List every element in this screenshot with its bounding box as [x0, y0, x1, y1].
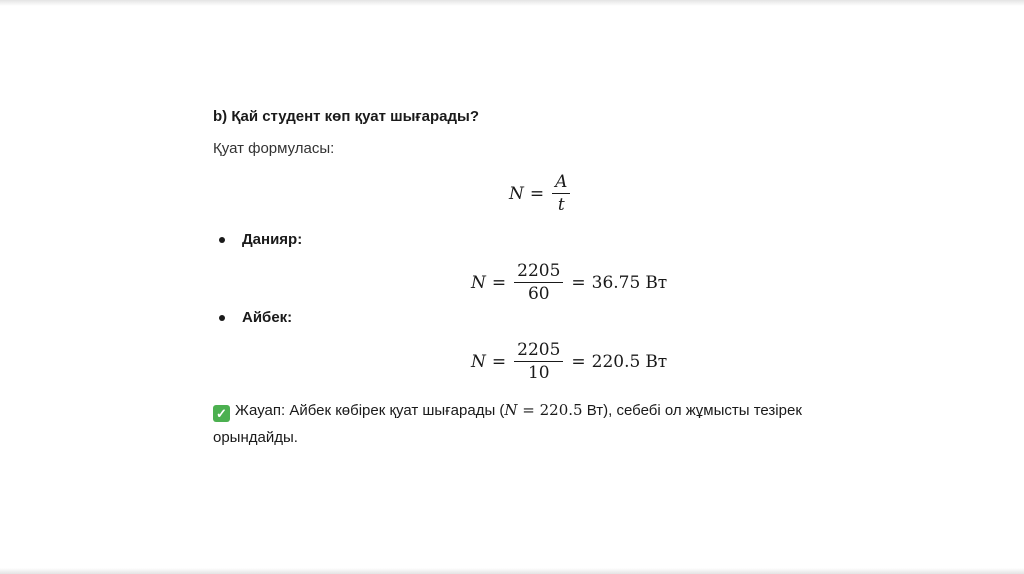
student-name: Данияр: [242, 231, 303, 248]
student-name: Айбек: [242, 309, 293, 326]
slide-bottom-edge [0, 568, 1024, 574]
check-mark-icon: ✓ [213, 405, 230, 422]
equation-numerator: 2205 [514, 340, 563, 362]
section-heading: b) Қай студент көп қуат шығарады? [213, 108, 479, 125]
equation-lhs: N [471, 272, 486, 293]
daniyar-equation [471, 261, 667, 304]
formula-label: Қуат формуласы: [213, 140, 335, 157]
bullet-dot [219, 315, 225, 321]
answer-unit: Вт [582, 402, 604, 419]
answer-math-eq: = [517, 401, 540, 419]
bullet-dot [219, 237, 225, 243]
formula-denominator: t [557, 195, 565, 215]
answer-paragraph [213, 397, 803, 451]
slide-top-edge [0, 0, 1024, 6]
equation-equals: = [491, 351, 507, 372]
power-formula [509, 172, 572, 215]
equation-fraction [514, 261, 563, 304]
answer-prefix: Жауап: Айбек көбірек қуат шығарады ( [235, 402, 505, 419]
equation-unit: Вт [645, 351, 668, 372]
equation-fraction [514, 340, 563, 383]
aibek-equation [471, 340, 667, 383]
formula-equals: = [529, 183, 545, 204]
answer-math-var: N [504, 401, 518, 419]
equation-result: 36.75 [591, 272, 641, 293]
formula-fraction [552, 172, 570, 215]
equation-denominator: 10 [527, 363, 550, 383]
answer-math-value: 220.5 [539, 401, 583, 419]
list-item-aibek [219, 309, 292, 326]
formula-numerator: A [552, 172, 570, 194]
formula-lhs: N [509, 183, 524, 204]
equation-equals-2: = [571, 351, 586, 372]
equation-result: 220.5 [591, 351, 641, 372]
list-item-daniyar [219, 231, 302, 248]
equation-lhs: N [471, 351, 486, 372]
answer-suffix: ), себебі ол жұмысты тезірек орындайды. [213, 402, 802, 446]
equation-unit: Вт [645, 272, 668, 293]
answer-inline-math [504, 401, 582, 419]
equation-denominator: 60 [527, 284, 550, 304]
equation-equals: = [491, 272, 507, 293]
equation-numerator: 2205 [514, 261, 563, 283]
equation-equals-2: = [571, 272, 586, 293]
